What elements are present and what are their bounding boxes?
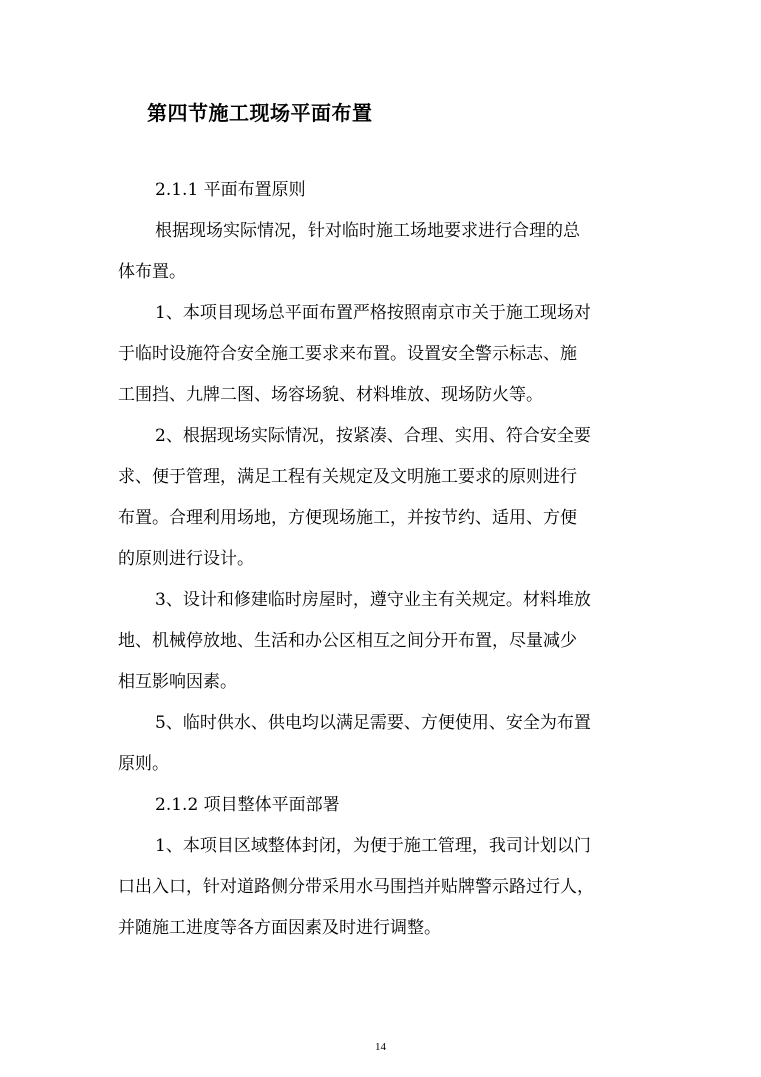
paragraph-deploy-1-line: 口出入口，针对道路侧分带采用水马围挡并贴牌警示路过行人， — [118, 877, 594, 897]
paragraph-item-3-line: 地、机械停放地、生活和办公区相互之间分开布置，尽量减少 — [118, 631, 577, 651]
paragraph-intro-line: 根据现场实际情况，针对临时施工场地要求进行合理的总 — [155, 221, 580, 241]
paragraph-item-5-line: 5、临时供水、供电均以满足需要、方便使用、安全为布置 — [155, 713, 591, 733]
subsection-title-2-1-1: 2.1.1 平面布置原则 — [155, 180, 306, 200]
paragraph-deploy-1-line: 1、本项目区域整体封闭，为便于施工管理，我司计划以门 — [155, 836, 591, 856]
paragraph-deploy-1-line: 并随施工进度等各方面因素及时进行调整。 — [118, 918, 441, 938]
paragraph-item-1-line: 1、本项目现场总平面布置严格按照南京市关于施工现场对 — [155, 303, 591, 323]
paragraph-item-5-line: 原则。 — [118, 754, 169, 774]
paragraph-item-2-line: 的原则进行设计。 — [118, 549, 254, 569]
section-heading: 第四节施工现场平面布置 — [147, 101, 373, 125]
paragraph-item-2-line: 2、根据现场实际情况，按紧凑、合理、实用、符合安全要 — [155, 426, 591, 446]
paragraph-item-1-line: 工围挡、九牌二图、场容场貌、材料堆放、现场防火等。 — [118, 385, 543, 405]
body-text — [118, 170, 638, 949]
paragraph-item-2-line: 布置。合理利用场地，方便现场施工，并按节约、适用、方便 — [118, 508, 577, 528]
paragraph-item-1-line: 于临时设施符合安全施工要求来布置。设置安全警示标志、施 — [118, 344, 577, 364]
paragraph-item-2-line: 求、便于管理，满足工程有关规定及文明施工要求的原则进行 — [118, 467, 577, 487]
subsection-title-2-1-2: 2.1.2 项目整体平面部署 — [155, 795, 340, 815]
paragraph-item-3-line: 3、设计和修建临时房屋时，遵守业主有关规定。材料堆放 — [155, 590, 591, 610]
paragraph-intro-line: 体布置。 — [118, 262, 186, 282]
paragraph-item-3-line: 相互影响因素。 — [118, 672, 237, 692]
page-number: 14 — [375, 1041, 386, 1053]
